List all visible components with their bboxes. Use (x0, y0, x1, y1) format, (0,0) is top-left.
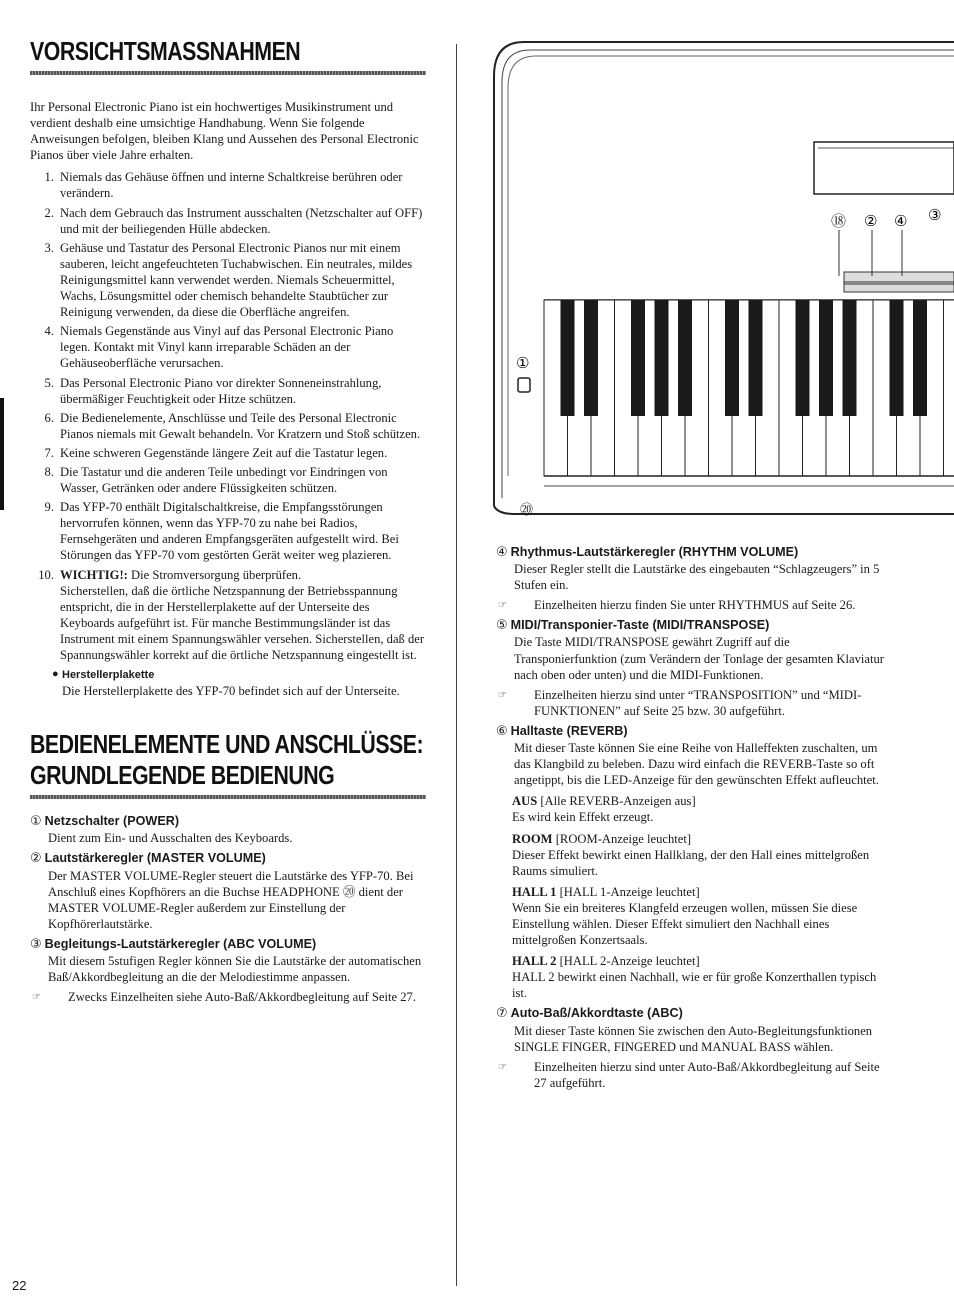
callout-1: ① (516, 354, 530, 372)
reference-note: ☞ Zwecks Einzelheiten siehe Auto-Baß/Akkordbegleitung auf Seite 27. (30, 989, 426, 1005)
black-key (796, 300, 810, 416)
pointing-hand-icon: ☞ (498, 689, 507, 701)
list-item: 4. Niemals Gegenstände aus Vinyl auf das Personal Electronic Piano legen. Kontakt mit Vinyl kann irreparable Schäden an der Gehäuseoberfläche verursachen. (44, 324, 394, 371)
reference-note: ☞ Einzelheiten hierzu sind unter Auto-Baß/Akkordbegleitung auf Seite 27 aufgeführt. (498, 1059, 880, 1090)
control-abc: ⑦ Auto-Baß/Akkordtaste (ABC) Mit dieser Taste können Sie zwischen den Auto-Begleitungsfunktionen SINGLE FINGER, FINGERED und MANUAL BASS wählen. ☞ Einzelheiten hierzu sind unter Auto-Baß/Akkordbegleitung auf Seite 27 aufgeführt. (496, 1005, 884, 1090)
reverb-option-text: HALL 2 bewirkt einen Nachhall, wie er für große Konzerthallen typisch ist. (512, 970, 877, 1001)
nameplate-bullet: ● Herstellerplakette Die Herstellerplakette des YFP-70 befindet sich auf der Unterseite. (52, 668, 400, 699)
list-item: 5. Das Personal Electronic Piano vor direkter Sonneneinstrahlung, übermäßiger Feuchtigkeit oder Hitze schützen. (44, 375, 382, 406)
control-abc-volume: ③ Begleitungs-Lautstärkeregler (ABC VOLUME) Mit diesem 5stufigen Regler können Sie die Lautstärke der automatischen Baß/Akkordbegleitung an die der Melodiestimme anpassen. ☞ Zwecks Einzelheiten siehe Auto-Baß/Akkordbegleitung auf Seite 27. (30, 936, 426, 1005)
section-title-controls-line1: BEDIENELEMENTE UND ANSCHLÜSSE: (30, 729, 424, 760)
callout-20: ⑳ (520, 503, 534, 518)
precautions-list (30, 169, 426, 663)
reverb-option-text: Es wird kein Effekt erzeugt. (512, 810, 654, 825)
black-key (843, 300, 857, 416)
callout-2: ② (864, 212, 878, 230)
power-button-icon (518, 378, 530, 392)
list-item: 1. Niemals das Gehäuse öffnen und interne Schaltkreise berühren oder verändern. (44, 170, 403, 201)
bullet-icon: ● (52, 668, 59, 681)
black-key (749, 300, 763, 416)
title-underline (30, 795, 426, 799)
black-key (913, 300, 927, 416)
page-number: 22 (12, 1278, 27, 1293)
reverb-option-label: HALL 1 [HALL 1-Anzeige leuchtet] (512, 884, 700, 899)
keyboard-illustration (484, 36, 954, 520)
list-item: 10. WICHTIG!: Die Stromversorgung überprüfen. Sicherstellen, daß die örtliche Netzspannung der Betriebsspannung entspricht, die in der Herstellerplakette auf der Unterseite des Keyboards aufgeführt ist. Für manche Bestimmungsländer ist das Instrument mit einem Spannungswähler versehen. Sicherstellen, daß der Spannungswähler korrekt auf die örtliche Netzspannung eingestellt ist. (38, 567, 425, 662)
right-column (496, 540, 884, 1091)
section-title-controls-line2: GRUNDLEGENDE BEDIENUNG (30, 760, 335, 791)
callout-4: ④ (894, 212, 908, 230)
intro-paragraph: Ihr Personal Electronic Piano ist ein hochwertiges Musikinstrument und verdient deshalb eine umsichtige Handhabung. Wenn Sie folgende Anweisungen befolgen, bleiben Klang und Aussehen des Personal Electronic Pianos über viele Jahre erhalten. (30, 100, 419, 163)
reverb-option-label: ROOM [ROOM-Anzeige leuchtet] (512, 831, 692, 846)
title-underline (30, 71, 426, 75)
list-item: 3. Gehäuse und Tastatur des Personal Electronic Pianos nur mit einem sauberen, leicht angefeuchteten Tuchabwischen. Ein neutrales, mildes Reinigungsmittel kann verwendet werden. Niemals Scheuermittel, Wachs, Lösungsmittel oder chemisch behandelte Staubtücher zur Reinigung verwenden, da diese die Oberfläche angreifen. (44, 240, 413, 320)
reverb-option-text: Dieser Effekt bewirkt einen Hallklang, der den Hall eines mittelgroßen Raums simuliert. (512, 847, 870, 878)
pointing-hand-icon: ☞ (498, 1061, 507, 1073)
pointing-hand-icon: ☞ (32, 992, 41, 1004)
reverb-option-label: AUS [Alle REVERB-Anzeigen aus] (512, 794, 696, 809)
section-title-precautions: VORSICHTSMASSNAHMEN (30, 36, 301, 66)
control-rhythm-volume: ④ Rhythmus-Lautstärkeregler (RHYTHM VOLUME) Dieser Regler stellt die Lautstärke des eingebauten “Schlagzeugers” in 5 Stufen ein. ☞ Einzelheiten hierzu finden Sie unter RHYTHMUS auf Seite 26. (496, 544, 884, 613)
reference-note: ☞ Einzelheiten hierzu sind unter “TRANSPOSITION” und “MIDI-FUNKTIONEN” auf Seite 25 bzw. 30 aufgeführt. (498, 687, 862, 718)
list-item: 2. Nach dem Gebrauch das Instrument ausschalten (Netzschalter auf OFF) und mit der beiliegenden Hülle abdecken. (44, 205, 423, 236)
black-key (725, 300, 739, 416)
column-divider (456, 44, 457, 1286)
callout-3: ③ (928, 206, 942, 224)
control-master-volume: ② Lautstärkeregler (MASTER VOLUME) Der MASTER VOLUME-Regler steuert die Lautstärke des YFP-70. Bei Anschluß eines Kopfhörers an die Buchse HEADPHONE ⑳ dient der MASTER VOLUME-Regler außerdem zur Einstellung der Kopfhörerlautstärke. (30, 851, 414, 931)
black-key (678, 300, 692, 416)
black-key (890, 300, 904, 416)
left-column (30, 36, 426, 1005)
list-item: 7. Keine schweren Gegenstände längere Zeit auf die Tastatur legen. (44, 445, 388, 460)
black-key (584, 300, 598, 416)
control-midi-transpose: ⑤ MIDI/Transponier-Taste (MIDI/TRANSPOSE) Die Taste MIDI/TRANSPOSE gewährt Zugriff auf die Transponierfunktion (zum Verändern der Tonlage der gesamten Klaviatur nach oben oder unten) und die MIDI-Funktionen. ☞ Einzelheiten hierzu sind unter “TRANSPOSITION” und “MIDI-FUNKTIONEN” auf Seite 25 bzw. 30 aufgeführt. (496, 618, 884, 718)
white-key (944, 300, 954, 476)
control-power: ① Netzschalter (POWER) Dient zum Ein- und Ausschalten des Keyboards. (30, 814, 293, 846)
control-reverb: ⑥ Halltaste (REVERB) Mit dieser Taste können Sie eine Reihe von Halleffekten zuschalten, um das Klangbild zu beleben. Dazu wird einfach die REVERB-Taste so oft angetippt, bis die LED-Anzeige für den gewünschten Effekt aufleuchtet. AUS [Alle REVERB-Anzeigen aus] Es wird kein Effekt erzeugt. ROOM [ROOM-Anzeige leuchtet] Dieser Effekt bewirkt einen Hallklang, der den Hall eines mittelgroßen Raums simuliert. HALL 1 [HALL 1-Anzeige leuchtet] Wenn Sie ein breiteres Klangfeld erzeugen wollen, müssen Sie diese Einstellung wählen. Dieser Effekt simuliert den Nachhall eines mittelgroßen Konzertsaals. HALL 2 [HALL 2-Anzeige leuchtet] HALL 2 bewirkt einen Nachhall, wie er für große Konzerthallen typisch ist. (496, 723, 884, 1002)
margin-marker (0, 398, 4, 510)
black-key (561, 300, 575, 416)
reverb-option-text: Wenn Sie ein breiteres Klangfeld erzeugen wollen, müssen Sie diese Einstellung wählen. Dieser Effekt simuliert den Nachhall eines mittelgroßen Konzertsaals. (512, 900, 858, 948)
list-item: 9. Das YFP-70 enthält Digitalschaltkreise, die Empfangsstörungen hervorrufen können, wenn das YFP-70 zu nahe bei Radios, Fernsehgeräten und anderen Empfangsgeräten aufgestellt wird. Bei Störungen das YFP-70 vom gestörten Gerät weiter weg plazieren. (44, 500, 399, 563)
reverb-option-label: HALL 2 [HALL 2-Anzeige leuchtet] (512, 954, 700, 969)
callout-18: ⑱ (831, 212, 847, 230)
list-item: 6. Die Bedienelemente, Anschlüsse und Teile des Personal Electronic Pianos niemals mit Gewalt behandeln. Vor Kratzern und Stoß schützen. (44, 410, 421, 441)
black-key (819, 300, 833, 416)
reference-note: ☞ Einzelheiten hierzu finden Sie unter RHYTHMUS auf Seite 26. (496, 597, 884, 613)
section2-heading (30, 729, 426, 799)
black-key (655, 300, 669, 416)
list-item: 8. Die Tastatur und die anderen Teile unbedingt vor Eindringen von Wasser, Getränken oder andere Flüssigkeiten schützen. (44, 464, 388, 496)
pointing-hand-icon: ☞ (498, 600, 507, 612)
black-key (631, 300, 645, 416)
